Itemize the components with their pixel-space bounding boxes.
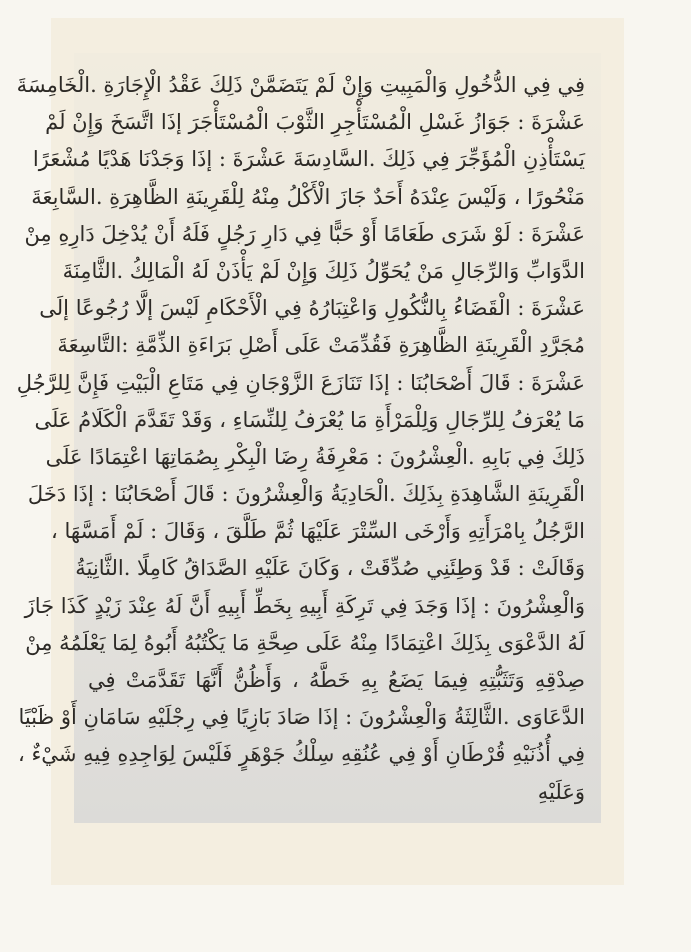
page-sheet xyxy=(16,18,624,885)
text-line: الرَّجُلُ بِامْرَأَتِهِ وَأَرْخَى السِّتْرَ عَلَيْهَا ثُمَّ طَلَّقَ ، وَقَالَ : لَمْ أَمَسَّهَا ، xyxy=(51,519,585,544)
text-block xyxy=(16,53,601,823)
text-line: يَسْتَأْذِنِ الْمُؤَجِّرَ فِي ذَلِكَ .السَّادِسَةَ عَشْرَةَ : إذَا وَجَدْنَا هَدْيًا مُشْعَرًا xyxy=(32,147,585,172)
text-line: وَقَالَتْ : قَدْ وَطِئَنِي صُدِّقَتْ ، وَكَانَ عَلَيْهِ الصَّدَاقُ كَامِلًا .الثَّانِيَةُ xyxy=(75,556,585,581)
arabic-text-body xyxy=(16,67,585,811)
text-line: مُجَرَّدِ الْقَرِينَةِ الظَّاهِرَةِ فَقُدِّمَتْ عَلَى أَصْلِ بَرَاءَةِ الذِّمَّةِ :التَّاسِعَةَ xyxy=(57,333,585,358)
text-line: صِدْقِهِ وَتَثَبُّتِهِ فِيمَا يَضَعُ بِهِ خَطَّهُ ، وَأَظُنُّ أَنَّهَا تَقَدَّمَتْ فِي xyxy=(88,668,585,692)
text-line: عَشْرَةَ : جَوَازُ غَسْلِ الْمُسْتَأْجِرِ الثَّوْبَ الْمُسْتَأْجَرَ إذَا اتَّسَخَ وَإِنْ لَمْ xyxy=(45,110,585,135)
text-line: عَشْرَةَ : لَوْ شَرَى طَعَامًا أَوْ حَبًّا فِي دَارِ رَجُلٍ فَلَهُ أَنْ يُدْخِلَ دَارِهِ مِنْ xyxy=(24,221,585,246)
text-line: الدَّعَاوَى .الثَّالِثَةُ وَالْعِشْرُونَ : إذَا صَادَ بَازِيًا فِي رِجْلَيْهِ سَامَانِ أَوْ ظَبْيًا xyxy=(18,705,585,730)
text-line: وَعَلَيْهِ xyxy=(537,779,585,804)
text-line: فِي فِي الدُّخُولِ وَالْمَبِيتِ وَإِنْ لَمْ يَتَضَمَّنْ ذَلِكَ عَقْدُ الْإِجَارَةِ .الْخَامِسَةَ xyxy=(16,73,585,97)
text-line: عَشْرَةَ : قَالَ أَصْحَابُنَا : إذَا تَنَازَعَ الزَّوْجَانِ فِي مَتَاعِ الْبَيْتِ فَإِنَّ لِلرَّجُلِ xyxy=(16,370,585,395)
text-line: فِي أُذُنَيْهِ قُرْطَانِ أَوْ فِي عُنُقِهِ سِلْكُ جَوْهَرٍ فَلَيْسَ لِوَاجِدِهِ فِيهِ شَيْءٌ ، xyxy=(17,742,585,767)
text-line: الْقَرِينَةِ الشَّاهِدَةِ بِذَلِكَ .الْحَادِيَةُ وَالْعِشْرُونَ : قَالَ أَصْحَابُنَا : إذَا دَخَلَ xyxy=(27,482,585,507)
text-line: لَهُ الدَّعْوَى بِذَلِكَ اعْتِمَادًا مِنْهُ عَلَى صِحَّةِ مَا يَكْتُبُهُ أَبُوهُ لِمَا يَعْلَمُهُ مِنْ xyxy=(25,630,585,655)
text-line: مَا يُعْرَفُ لِلرِّجَالِ وَلِلْمَرْأَةِ مَا يُعْرَفُ لِلنِّسَاءِ ، وَقَدْ تَقَدَّمَ الْكَلَامُ عَلَى xyxy=(34,407,585,432)
text-line: مَنْحُورًا ، وَلَيْسَ عِنْدَهُ أَحَدٌ جَازَ الْأَكْلُ مِنْهُ لِلْقَرِينَةِ الظَّاهِرَةِ .السَّابِعَةَ xyxy=(31,184,585,209)
text-line: ذَلِكَ فِي بَابِهِ .الْعِشْرُونَ : مَعْرِفَةُ رِضَا الْبِكْرِ بِصُمَاتِهَا اعْتِمَادًا عَلَى xyxy=(45,444,585,469)
text-line: عَشْرَةَ : الْقَضَاءُ بِالنُّكُولِ وَاعْتِبَارُهُ فِي الْأَحْكَامِ لَيْسَ إلَّا رُجُوعًا إلَى xyxy=(39,296,585,321)
text-line: الدَّوَابِّ وَالرِّجَالِ مَنْ يُحَوِّلُ ذَلِكَ وَإِنْ لَمْ يَأْذَنْ لَهُ الْمَالِكُ .الثَّامِنَةَ xyxy=(62,258,585,283)
text-line: وَالْعِشْرُونَ : إذَا وَجَدَ فِي تَرِكَةِ أَبِيهِ بِخَطِّ أَبِيهِ أَنَّ لَهُ عِنْدَ زَيْدٍ كَذَا جَازَ xyxy=(24,593,585,618)
